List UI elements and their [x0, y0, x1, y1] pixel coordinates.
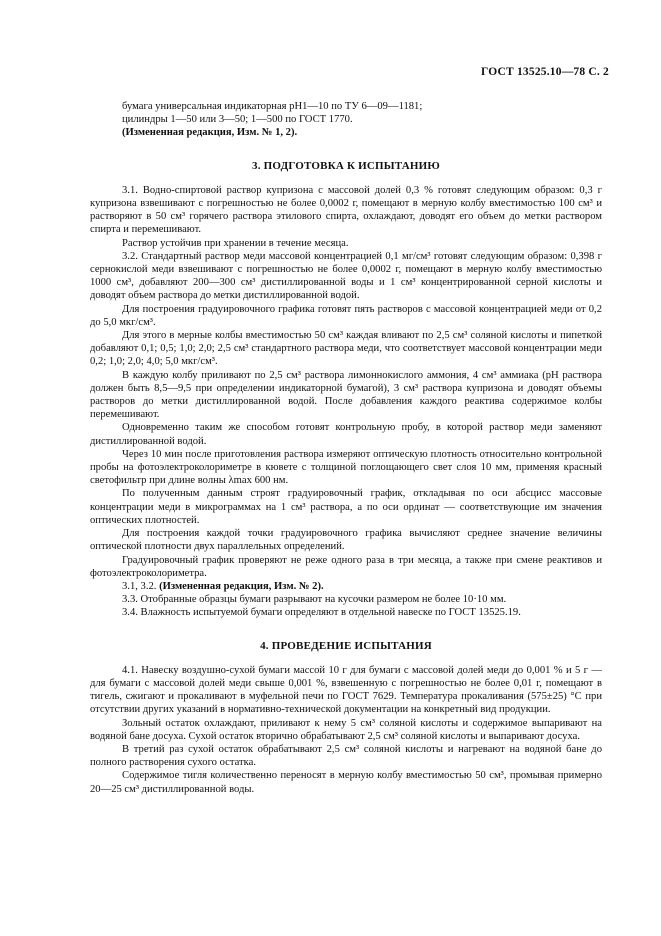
paragraph-measurement: Через 10 мин после приготовления раствора измеряют оптическую плотность относительно контрольной пробы на фотоэлектроколориметре в кювете с толщиной поглощающего свет слоя 10 мм, применяя красный светофильтр при длине волны λmax 600 нм. — [90, 448, 602, 487]
document-body — [90, 100, 602, 796]
paragraph-3-3: 3.3. Отобранные образцы бумаги разрывают на кусочки размером не более 10·10 мм. — [122, 594, 507, 606]
paragraph-ash-residue: Зольный остаток охлаждают, приливают к нему 5 см³ соляной кислоты и содержимое выпаривают на водяной бане досуха. Сухой остаток вторично обрабатывают 2,5 см³ соляной кислоты и выпаривают досуха. — [90, 717, 602, 742]
top-line-1: бумага универсальная индикаторная pH1—10 по ТУ 6—09—1181; — [122, 101, 423, 112]
paragraph-storage: Раствор устойчив при хранении в течение месяца. — [122, 237, 349, 249]
paragraph-transfer: Содержимое тигля количественно переносят в мерную колбу вместимостью 50 см³, промывая примерно 20—25 см³ дистиллированной воды. — [90, 770, 602, 795]
paragraph-control-sample: Одновременно таким же способом готовят контрольную пробу, в которой раствор меди заменяют дистиллированной водой. — [90, 422, 602, 447]
top-revision-note: (Измененная редакция, Изм. № 1, 2). — [122, 127, 298, 139]
paragraph-third-treatment: В третий раз сухой остаток обрабатывают 2,5 см³ соляной кислоты и нагревают на водяной бане до полного растворения сухого остатка. — [90, 743, 602, 769]
revision-note-3 — [90, 580, 602, 593]
paragraph-calibration: Для построения градуировочного графика готовят пять растворов с массовой концентрацией меди от 0,2 до 5,0 мкг/см³. — [90, 303, 602, 328]
paragraph-verification: Градуировочный график проверяют не реже одного раза в три месяца, а также при смене реактивов и фотоэлектроколориметра. — [90, 554, 602, 579]
page-header: ГОСТ 13525.10—78 С. 2 — [481, 66, 609, 78]
revision-prefix: 3.1, 3.2. — [122, 580, 157, 592]
paragraph-reagents: В каждую колбу приливают по 2,5 см³ раствора лимоннокислого аммония, 4 см³ аммиака (pH раствора должен быть 8,5—9,5 при определении индикаторной бумагой), 3 см³ раствора купризона и доводят объемы растворов до метки дистиллированной водой. После добавления каждого реактива содержимое колбы перемешивают. — [90, 369, 602, 421]
top-line-2: цилиндры 1—50 или 3—50; 1—500 по ГОСТ 1770. — [122, 114, 353, 126]
paragraph-graph: По полученным данным строят градуировочный график, откладывая по оси абсцисс массовые концентрации меди в микрограммах на 1 см³ раствора, а по оси ординат — соответствующие им значения оптических плотностей. — [90, 488, 602, 526]
paragraph-4-1: 4.1. Навеску воздушно-сухой бумаги массой 10 г для бумаги с массовой долей меди до 0,001 % и 5 г — для бумаги с массовой долей меди свыше 0,001 %, взвешенную с погрешностью не более 0,01 г, помещают в тигель, сжигают и прокаливают в муфельной печи по ГОСТ 7629. Температура прокаливания (575±25) °С при отсутствии других указаний в нормативно-технической документации на конкретный вид продукции. — [90, 664, 602, 716]
paragraph-points: Для построения каждой точки градуировочного графика вычисляют среднее значение величины оптической плотности двух параллельных определений. — [90, 528, 602, 553]
paragraph-3-4: 3.4. Влажность испытуемой бумаги определяют в отдельной навеске по ГОСТ 13525.19. — [122, 607, 521, 619]
paragraph-3-1: 3.1. Водно-спиртовой раствор купризона с массовой долей 0,3 % готовят следующим образом: 0,3 г купризона взвешивают с погрешностью не более 0,0002 г, помещают в мерную колбу вместимостью 100 см³ и растворяют в 50 см³ горячего раствора этилового спирта, охлаждают, доводят его объем до метки раствором спирта и перемешивают. — [90, 184, 602, 236]
section-4-heading: 4. ПРОВЕДЕНИЕ ИСПЫТАНИЯ — [260, 639, 432, 652]
paragraph-3-2: 3.2. Стандартный раствор меди массовой концентрацией 0,1 мг/см³ готовят следующим образом: 0,398 г сернокислой меди взвешивают с погрешностью не более 0,0002 г, помещают в мерную колбу вместимостью 1000 см³, добавляют 200—300 см³ дистиллированной воды и 1 см³ концентрированной серной кислоты и доводят объем раствора до метки дистиллированной водой. — [90, 250, 602, 302]
paragraph-flasks: Для этого в мерные колбы вместимостью 50 см³ каждая вливают по 2,5 см³ соляной кислоты и пипеткой добавляют 0,1; 0,5; 1,0; 2,0; 2,5 см³ стандартного раствора меди, что соответствует массовой концентрации меди 0,2; 1,0; 2,0; 4,0; 5,0 мкг/см³. — [90, 330, 602, 368]
revision-text: (Измененная редакция, Изм. № 2). — [159, 580, 324, 592]
section-3-heading: 3. ПОДГОТОВКА К ИСПЫТАНИЮ — [252, 159, 440, 172]
